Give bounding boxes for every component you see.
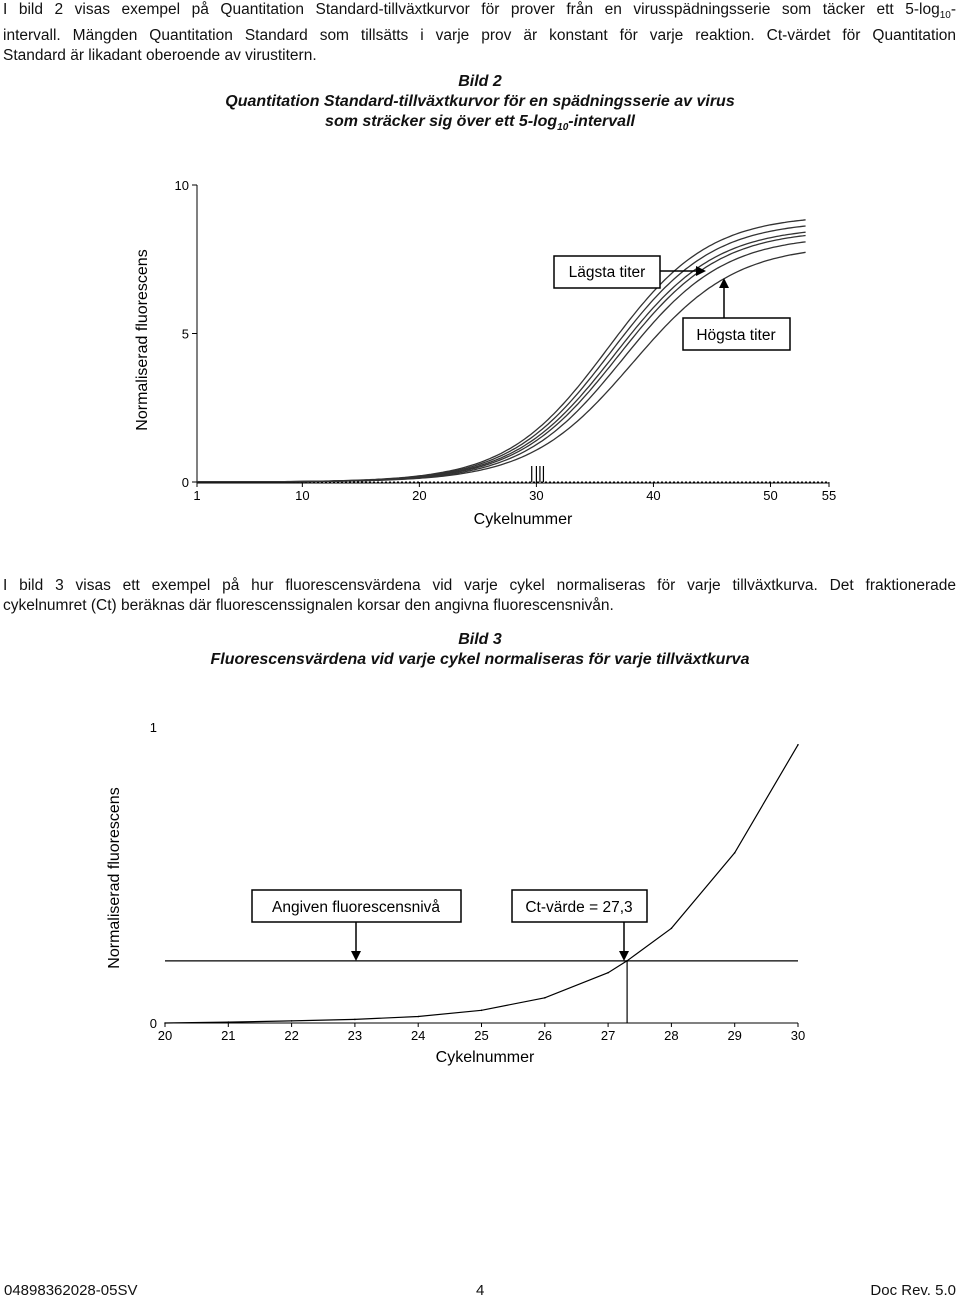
figure2-x-tick-label: 1	[193, 488, 201, 503]
figure2-y-tick-label: 10	[174, 178, 189, 193]
figure3-point	[626, 960, 628, 962]
figure2-x-tick-label: 55	[821, 488, 837, 503]
figure2-highest-titer-label: Högsta titer	[696, 327, 776, 344]
figure3-title: Fluorescensvärdena vid varje cykel normaliseras för varje tillväxtkurva	[210, 651, 750, 668]
figure3-point	[607, 972, 609, 974]
figure3-series-line	[165, 745, 798, 1023]
figure3-point	[734, 852, 736, 854]
figure2-x-tick-label: 40	[646, 488, 661, 503]
figure3-point	[544, 997, 546, 999]
intro-line-1: I bild 2 visas exempel på Quantitation Standard-tillväxtkurvor för prover från en virusspädningsserie som täcker ett $5-\log_{10}-$	[3, 1, 956, 22]
figure2-title-line2: som sträcker sig över ett $5-\log_{10}$-intervall	[325, 113, 635, 134]
figure2-series-group	[197, 220, 806, 482]
figure3-axes	[150, 720, 805, 1043]
figure3-caption	[0, 630, 960, 670]
figure3-x-tick-label: 29	[727, 1028, 742, 1043]
footer-page-number: 4	[476, 1282, 485, 1299]
figure2-lowest-titer-label: Lägsta titer	[568, 264, 646, 281]
intro-line-2: intervall. Mängden Quantitation Standard som tillsätts i varje prov är konstant för varje reaktion. Ct-värdet för Quantitation	[3, 27, 956, 45]
figure3-x-tick-label: 30	[790, 1028, 806, 1043]
figure3-x-tick-label: 27	[600, 1028, 616, 1043]
figure3-x-tick-label: 23	[347, 1028, 363, 1043]
footer-doc-number: 04898362028-05SV	[4, 1282, 138, 1299]
footer-revision: Doc Rev. 5.0	[870, 1282, 956, 1299]
figure2-x-axis-label: Cykelnummer	[473, 511, 573, 528]
figure2-series-curve4	[197, 236, 806, 482]
figure3-x-tick-label: 26	[537, 1028, 553, 1043]
figure2-x-tick-label: 30	[529, 488, 544, 503]
figure3-x-tick-label: 22	[284, 1028, 299, 1043]
figure3-point	[671, 927, 673, 929]
mid-line-1: I bild 3 visas ett exempel på hur fluorescensvärdena vid varje cykel normaliseras för varje tillväxtkurva. Det fraktionerade	[3, 577, 956, 594]
figure2-x-tick-label: 50	[763, 488, 778, 503]
mid-line-2: cykelnumret (Ct) beräknas där fluorescenssignalen korsar den angivna fluorescensnivån.	[3, 597, 614, 614]
figure2-y-axis-label: Normaliserad fluorescens	[134, 249, 151, 431]
mid-paragraph	[3, 576, 956, 616]
figure2-label: Bild 2	[458, 73, 502, 90]
figure3-x-tick-label: 28	[664, 1028, 679, 1043]
intro-line-3: Standard är likadant oberoende av virustitern.	[3, 47, 317, 65]
figure2-y-tick-label: 5	[181, 326, 189, 342]
figure3-point	[417, 1016, 419, 1018]
figure2-series-curve2	[197, 226, 806, 482]
figure3-point	[164, 1022, 166, 1024]
figure3-level-label: Angiven fluorescensnivå	[271, 899, 441, 916]
figure3-x-tick-label: 20	[157, 1028, 173, 1043]
figure2-x-tick-label: 10	[295, 488, 310, 503]
figure2-series-curve1	[197, 220, 806, 482]
figure3-label: Bild 3	[458, 631, 502, 648]
figure2-chart	[0, 160, 960, 540]
figure3-y-axis-label: Normaliserad fluorescens	[106, 787, 123, 969]
figure2-series-curve5	[197, 242, 806, 482]
figure3-ct-label: Ct-värde = 27,3	[525, 899, 633, 916]
figure3-points	[164, 744, 799, 1024]
figure3-point	[797, 744, 799, 746]
figure2-threshold-markers	[532, 466, 544, 482]
figure3-x-tick-label: 21	[221, 1028, 236, 1043]
intro-paragraph	[3, 0, 956, 66]
figure3-chart	[0, 700, 960, 1080]
figure3-x-tick-label: 24	[410, 1028, 426, 1043]
figure2-series-curve6	[197, 252, 806, 482]
figure3-y-tick-label: 0	[149, 1016, 157, 1031]
figure2-title-line1: Quantitation Standard-tillväxtkurvor för en spädningsserie av virus	[225, 93, 735, 110]
figure2-x-tick-label: 20	[412, 488, 427, 503]
figure3-point	[291, 1020, 293, 1022]
figure3-x-axis-label: Cykelnummer	[435, 1049, 535, 1066]
figure3-point	[481, 1009, 483, 1011]
figure2-caption	[0, 72, 960, 138]
figure3-y-tick-label: 1	[149, 720, 157, 735]
figure3-x-tick-label: 25	[474, 1028, 489, 1043]
figure3-point	[354, 1019, 356, 1021]
figure2-y-tick-label: 0	[181, 475, 189, 490]
figure3-point	[228, 1021, 230, 1023]
